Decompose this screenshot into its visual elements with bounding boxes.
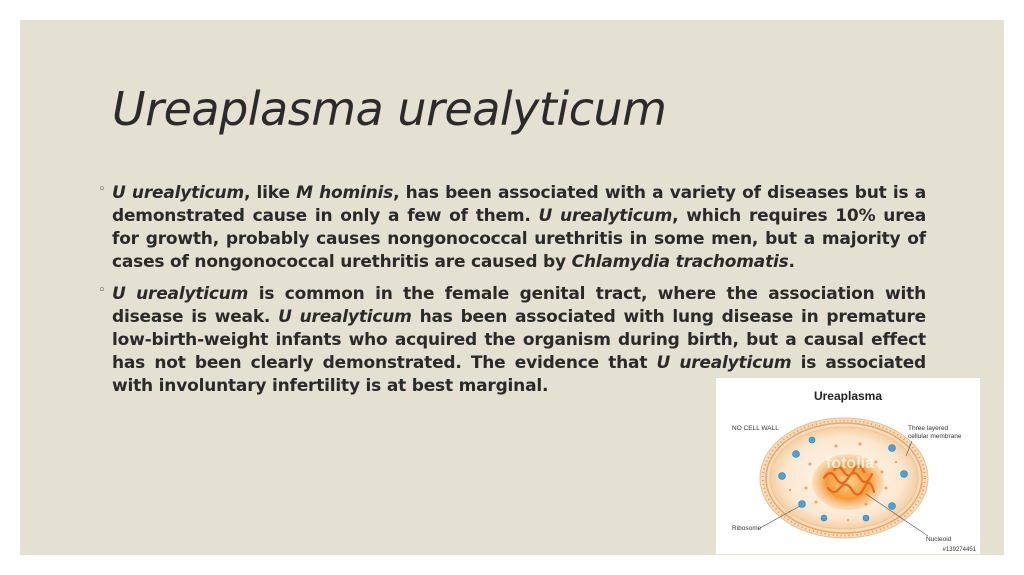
label-membrane-line1: Three layered xyxy=(908,425,949,432)
organism-name: U urealyticum xyxy=(112,284,249,304)
label-nucleoid: Nucleoid xyxy=(926,536,952,543)
text-segment: , which requires 10% urea for growth, probably causes nongonococcal urethritis in some men, but a majority of cases of nongonococcal urethritis are caused by xyxy=(112,206,926,272)
text-segment: , has been associated with a variety of diseases but is a demonstrated cause in only a few of them. xyxy=(112,183,926,226)
text-segment: , like xyxy=(243,183,297,203)
bullet-item xyxy=(98,182,926,274)
bullet-text xyxy=(112,182,926,274)
label-ribosome: Ribosome xyxy=(732,525,762,532)
organism-name: M hominis xyxy=(296,183,394,203)
organism-name: U urealyticum xyxy=(112,183,244,203)
image-id: #139274451 xyxy=(942,547,976,553)
label-membrane-line2: cellular membrane xyxy=(908,433,962,440)
diagram-title: Ureaplasma xyxy=(813,389,883,403)
slide-title: Ureaplasma urealyticum xyxy=(112,82,667,136)
organism-name: U urealyticum xyxy=(538,206,673,226)
bullet-marker: ◦ xyxy=(98,283,106,298)
bullet-marker: ◦ xyxy=(98,182,106,197)
watermark: fotolia xyxy=(826,455,874,472)
text-segment: is common in the female genital tract, where the association with disease is weak. xyxy=(112,284,926,327)
text-segment: is associated with involuntary infertility is at best marginal. xyxy=(112,353,926,396)
organism-name: U urealyticum xyxy=(278,307,412,327)
ureaplasma-diagram xyxy=(716,378,980,554)
organism-name: U urealyticum xyxy=(656,353,792,373)
bullet-list xyxy=(98,182,926,407)
text-segment: . xyxy=(788,252,795,272)
text-segment: has been associated with lung disease in premature low-birth-weight infants who acquired the organism during birth, but a causal effect has not been clearly demonstrated. The evidence that xyxy=(112,307,926,373)
label-no-cell-wall: NO CELL WALL xyxy=(732,425,779,432)
organism-name: Chlamydia trachomatis xyxy=(571,252,789,272)
